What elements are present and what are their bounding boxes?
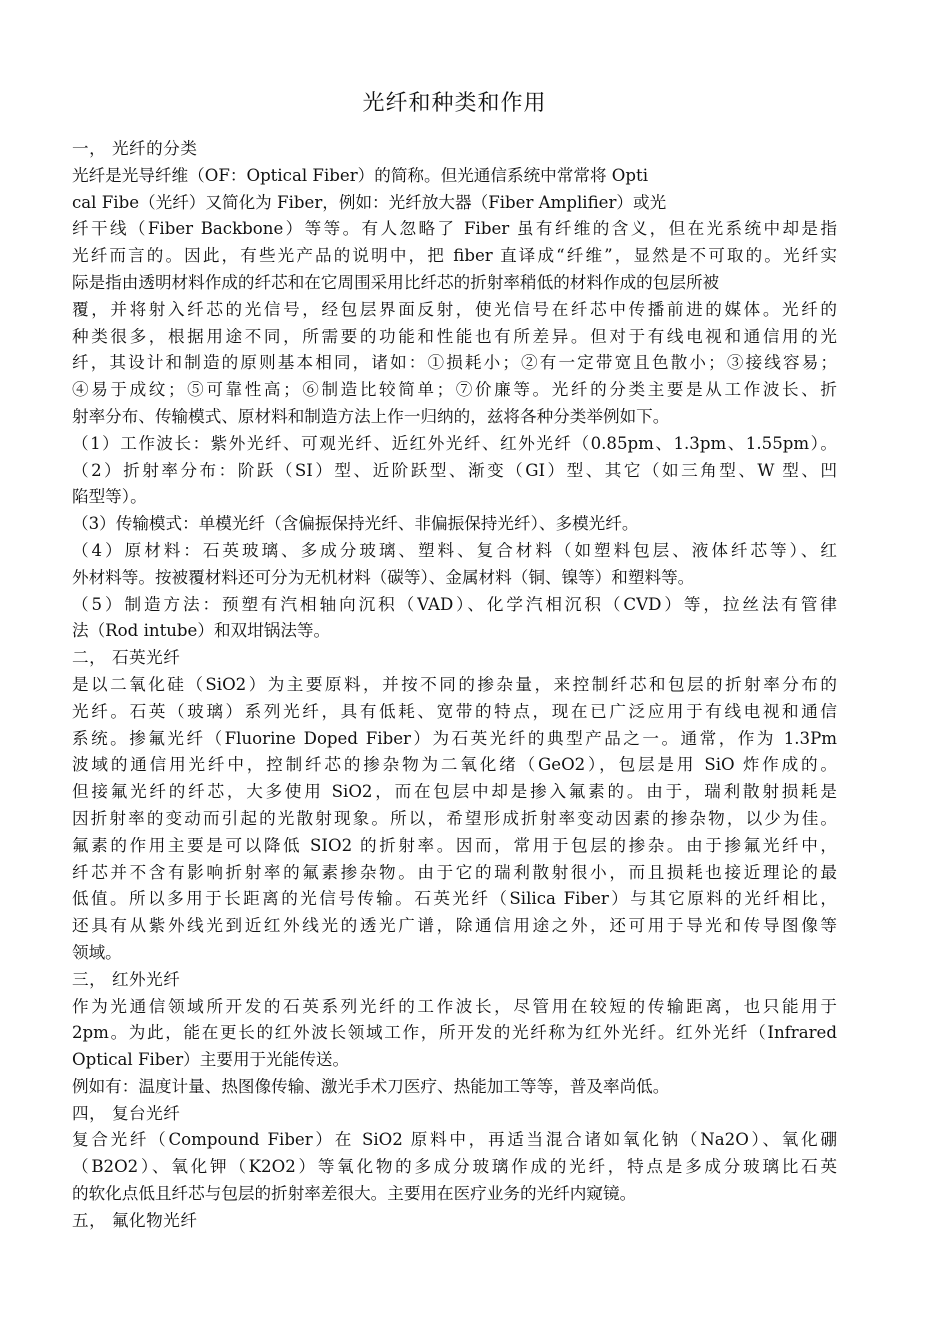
text-line: （1）工作波长：紫外光纤、可观光纤、近红外光纤、红外光纤（0.85pm、1.3pm、1.55pm）。	[72, 433, 837, 453]
text-line: 是以二氧化硅（SiO2）为主要原料，并按不同的掺杂量，来控制纤芯和包层的折射率分布的	[72, 674, 837, 694]
text-line: （3）传输模式：单模光纤（含偏振保持光纤、非偏振保持光纤）、多模光纤。	[72, 514, 639, 534]
section-heading: 三， 红外光纤	[72, 969, 181, 989]
text-line: 作为光通信领域所开发的石英系列光纤的工作波长，尽管用在较短的传输距离，也只能用于	[72, 996, 837, 1016]
text-line: 但接氟光纤的纤芯，大多使用 SiO2，而在包层中却是掺入氟素的。由于，瑞利散射损耗是	[72, 782, 837, 802]
text-line: 光纤是光导纤维（OF：Optical Fiber）的简称。但光通信系统中常常将 Opti	[72, 165, 649, 185]
text-line: 的软化点低且纤芯与包层的折射率差很大。主要用在医疗业务的光纤内窥镜。	[72, 1184, 637, 1204]
text-line: 复合光纤（Compound Fiber）在 SiO2 原料中，再适当混合诸如氧化钠（Na2O）、氧化硼	[72, 1130, 837, 1150]
text-line: 光纤而言的。因此，有些光产品的说明中，把 fiber 直译成“纤维”，显然是不可取的。光纤实	[72, 246, 837, 266]
document-body	[72, 136, 837, 1235]
text-line: 2pm。为此，能在更长的红外波长领域工作，所开发的光纤称为红外光纤。红外光纤（Infrared	[72, 1023, 837, 1043]
text-line: 纤芯并不含有影响折射率的氟素掺杂物。由于它的瑞利散射很小，而且损耗也接近理论的最	[72, 862, 837, 882]
section-heading: 二， 石英光纤	[72, 648, 181, 668]
text-line: 例如有：温度计量、热图像传输、激光手术刀医疗、热能加工等等，普及率尚低。	[72, 1076, 670, 1096]
text-line: （5）制造方法：预塑有汽相轴向沉积（VAD）、化学汽相沉积（CVD）等，拉丝法有管律	[72, 594, 837, 614]
text-line: （B2O2）、氧化钾（K2O2）等氧化物的多成分玻璃作成的光纤，特点是多成分玻璃比石英	[72, 1157, 837, 1177]
text-line: 射率分布、传输模式、原材料和制造方法上作一归纳的，兹将各种分类举例如下。	[72, 406, 670, 426]
text-line: 际是指由透明材料作成的纤芯和在它周围采用比纤芯的折射率稍低的材料作成的包层所被	[72, 272, 720, 292]
text-line: 种类很多，根据用途不同，所需要的功能和性能也有所差异。但对于有线电视和通信用的光	[72, 326, 837, 346]
text-line: （2）折射率分布：阶跃（SI）型、近阶跃型、渐变（GI）型、其它（如三角型、W 型、凹	[72, 460, 837, 480]
section-heading: 一， 光纤的分类	[72, 139, 198, 158]
text-line: Optical Fiber）主要用于光能传送。	[72, 1050, 350, 1070]
text-line: （4）原材料：石英玻璃、多成分玻璃、塑料、复合材料（如塑料包层、液体纤芯等）、红	[72, 540, 837, 560]
text-line: 纤，其设计和制造的原则基本相同，诸如：①损耗小；②有一定带宽且色散小；③接线容易；	[72, 353, 837, 373]
text-line: 外材料等。按被覆材料还可分为无机材料（碳等）、金属材料（铜、镍等）和塑料等。	[72, 567, 695, 587]
text-line: 光纤。石英（玻璃）系列光纤，具有低耗、宽带的特点，现在已广泛应用于有线电视和通信	[72, 701, 837, 721]
text-line: 还具有从紫外线光到近红外线光的透光广谱，除通信用途之外，还可用于导光和传导图像等	[72, 916, 837, 936]
text-line: ④易于成纹；⑤可靠性高；⑥制造比较简单；⑦价廉等。光纤的分类主要是从工作波长、折	[72, 380, 837, 400]
text-line: 系统。掺氟光纤（Fluorine Doped Fiber）为石英光纤的典型产品之一。通常，作为 1.3Pm	[72, 728, 837, 748]
text-line: 波域的通信用光纤中，控制纤芯的掺杂物为二氧化绪（GeO2），包层是用 SiO 炸作成的。	[72, 755, 837, 775]
text-line: 氟素的作用主要是可以降低 SIO2 的折射率。因而，常用于包层的掺杂。由于掺氟光纤中，	[72, 835, 837, 855]
section-heading: 四， 复台光纤	[72, 1103, 181, 1123]
text-line: 法（Rod intube）和双坩锅法等。	[72, 621, 331, 641]
text-line: 低值。所以多用于长距离的光信号传输。石英光纤（Silica Fiber）与其它原料的光纤相比，	[72, 889, 837, 909]
text-line: 领域。	[72, 942, 122, 962]
text-line: 因折射率的变动而引起的光散射现象。所以，希望形成折射率变动因素的掺杂物，以少为佳。	[72, 808, 837, 828]
text-line: 陷型等）。	[72, 487, 147, 507]
text-line: cal Fibe（光纤）又简化为 Fiber，例如：光纤放大器（Fiber Amplifier）或光	[72, 192, 667, 212]
document-title: 光纤和种类和作用	[362, 91, 547, 116]
text-line: 覆，并将射入纤芯的光信号，经包层界面反射，使光信号在纤芯中传播前进的媒体。光纤的	[72, 299, 837, 319]
text-line: 纤干线（Fiber Backbone）等等。有人忽略了 Fiber 虽有纤维的含义，但在光系统中却是指	[72, 219, 837, 239]
section-heading: 五， 氟化物光纤	[72, 1210, 198, 1230]
